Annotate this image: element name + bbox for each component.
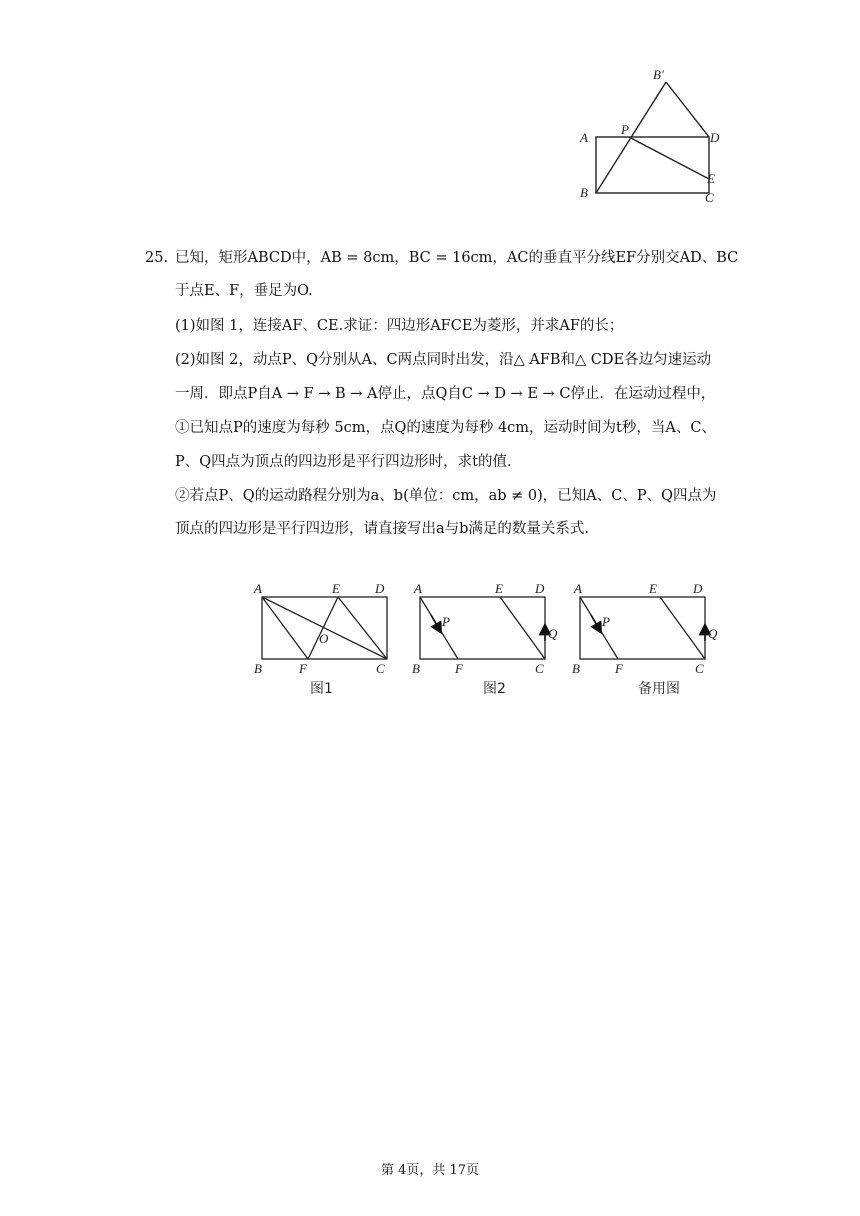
fig2-label-d: D (535, 581, 545, 596)
problem-line-9: 顶点的四边形是平行四边形，请直接写出a与b满足的数量关系式. (175, 521, 590, 537)
fig1-label-b: B (254, 661, 262, 676)
fig3-label-f: F (615, 661, 623, 676)
fig3-label-d: D (693, 581, 703, 596)
fig2-label-c: C (535, 661, 544, 676)
fig2-label-a: A (414, 581, 422, 596)
fig3-caption: 备用图 (638, 681, 680, 697)
problem-line-6: ①已知点P的速度为每秒 5cm，点Q的速度为每秒 4cm，运动时间为t秒，当A、C、 (175, 420, 716, 436)
fig3-label-p: P (602, 614, 610, 629)
problem-line-7: P、Q四点为顶点的四边形是平行四边形时，求t的值. (175, 454, 512, 470)
fig2-label-q: Q (548, 626, 558, 641)
figure-1 (253, 581, 387, 697)
label-b: B (580, 185, 588, 200)
problem-line-5: 一周．即点P自A → F → B → A停止，点Q自C → D → E → C停止．在运动过程中， (175, 386, 716, 402)
fig3-label-c: C (695, 661, 704, 676)
fig1-caption: 图1 (310, 681, 333, 697)
label-b-prime: B′ (653, 67, 664, 82)
label-e: E (707, 171, 715, 186)
fig2-caption: 图2 (483, 681, 506, 697)
fig2-label-p: P (442, 614, 450, 629)
fig3-label-e: E (649, 581, 657, 596)
problem-text (175, 0, 739, 560)
fig2-label-f: F (455, 661, 463, 676)
problem-line-1: 已知，矩形ABCD中，AB = 8cm，BC = 16cm，AC的垂直平分线EF分别交AD、BC (175, 250, 739, 266)
problem-line-2: 于点E、F，垂足为O. (175, 283, 313, 299)
problem-number: 25. (145, 250, 169, 266)
fig1-label-d: D (375, 581, 385, 596)
fig1-label-f: F (299, 661, 307, 676)
figures-row (245, 575, 725, 700)
fig1-label-c: C (376, 661, 385, 676)
problem-line-4: (2)如图 2，动点P、Q分别从A、C两点同时出发，沿△ AFB和△ CDE各边匀速运动 (175, 352, 712, 368)
problem-line-3: (1)如图 1，连接AF、CE.求证：四边形AFCE为菱形，并求AF的长； (175, 318, 624, 334)
fig1-label-o: O (319, 631, 329, 646)
fig3-label-b: B (572, 661, 580, 676)
page-footer: 第 4页，共 17页 (380, 1163, 480, 1178)
label-a: A (580, 130, 588, 145)
problem-line-8: ②若点P、Q的运动路程分别为a、b(单位：cm，ab ≠ 0)，已知A、C、P、Q四点为 (175, 488, 717, 504)
figure-2 (412, 581, 558, 697)
fig3-label-a: A (574, 581, 582, 596)
fig3-label-q: Q (708, 626, 718, 641)
fig2-label-e: E (495, 581, 503, 596)
figure-3 (572, 581, 718, 697)
label-c: C (705, 190, 714, 205)
fig1-label-e: E (332, 581, 340, 596)
fig2-label-b: B (412, 661, 420, 676)
fig1-label-a: A (254, 581, 262, 596)
label-d: D (710, 130, 720, 145)
label-p: P (621, 122, 629, 137)
